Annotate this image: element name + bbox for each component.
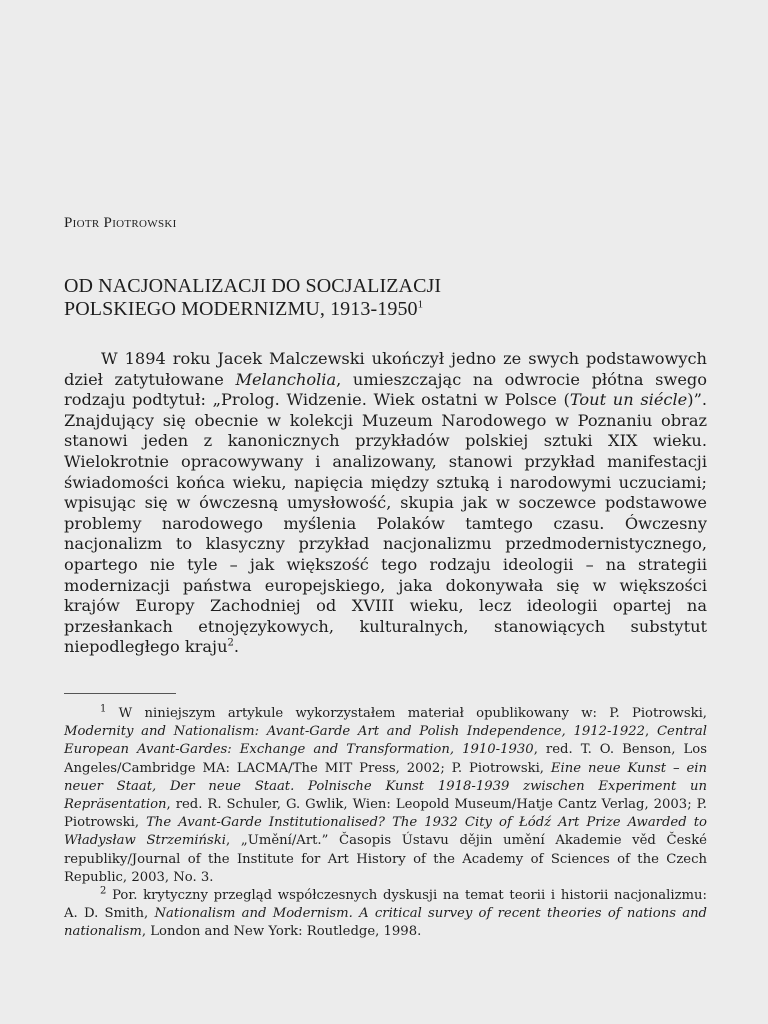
article-title [64,275,704,321]
body-italic-phrase: Tout un siécle [569,390,688,410]
footnote-number: 1 [100,703,107,715]
footnote-italic: Modernity and Nationalism: Avant-Garde Art and Polish Independence, 1912-1922 [64,724,646,740]
title-line-1: OD NACJONALIZACJI DO SOCJALIZACJI [64,275,442,297]
title-footnote-ref[interactable]: 1 [417,298,424,311]
body-paragraph [64,349,707,658]
footnotes [64,705,707,942]
body-text-end: . [233,637,240,657]
body-text-segment: , umieszczając na odwrocie płótna swego rodzaju podtytuł: „Prolog. Widzenie. Wiek ostatni w Polsce ( [64,369,708,410]
footnote-italic: Nationalism and Modernism. A critical survey of recent theories of nations and nationalism [64,906,708,940]
footnote-text: W niniejszym artykule wykorzystałem materiał opublikowany w: P. Piotrowski, [106,706,707,721]
body-text-segment: W 1894 roku Jacek Malczewski ukończył jedno ze swych podstawowych dzieł zatytułowane [64,349,707,389]
footnote-italic: Eine neue Kunst – ein neuer Staat, Der neue Staat. Polnische Kunst 1918-1939 zwischen Experiment un Repräsentation [64,760,707,813]
footnote-divider [64,693,176,694]
footnote-1 [64,705,707,887]
footnote-text: , [645,724,657,740]
body-italic-title: Melancholia [235,369,337,389]
author-name: Piotr Piotrowski [64,215,177,231]
footnote-text: , London and New York: Routledge, 1998. [141,924,422,940]
body-footnote-ref[interactable]: 2 [227,637,234,649]
footnote-text: , red. T. O. Benson, Los Angeles/Cambridge MA: LACMA/The MIT Press, 2002; P. Piotrowski, [64,742,707,776]
body-text [64,349,707,658]
footnote-italic: Central European Avant-Gardes: Exchange and Transformation, 1910-1930 [64,724,708,758]
footnote-number: 2 [100,885,107,897]
footnote-text: , „Umění/Art.” Časopis Ústavu dějin umění Akademie věd České republiky/Journal of the Institute for Art History of the Academy of Sciences of the Czech Republic, 2003, No. 3. [64,833,707,885]
footnote-text: , red. R. Schuler, G. Gwlik, Wien: Leopold Museum/Hatje Cantz Verlag, 2003; P. Piotrowski, [64,797,707,831]
footnote-2 [64,887,707,942]
title-line-2 [64,298,704,321]
body-text-segment: )”. Znajdujący się obecnie w kolekcji Muzeum Narodowego w Poznaniu obraz stanowi jeden z kanonicznych przykładów polskiej sztuki XIX wieku. Wielokrotnie opracowywany i analizowany, stanowi przykład manifestacji świadomości końca wieku, napięcia między sztuką i narodowymi uczuciami; wpisując się w ówczesną umysłowość, skupia jak w soczewce podstawowe problemy narodowego myślenia Polaków tamtego czasu. Ówczesny nacjonalizm to klasyczny przykład nacjonalizmu przedmodernistycznego, opartego nie tyle – jak większość tego rodzaju ideologii – na strategii modernizacji państwa europejskiego, jaka dokonywała się w większości krajów Europy Zachodniej od XVIII wieku, lecz ideologii opartej na przesłankach etnojęzykowych, kulturalnych, stanowiących substytut niepodległego kraju [64,390,707,657]
title-line-2-text: POLSKIEGO MODERNIZMU, 1913-1950 [64,298,418,320]
footnote-text: Por. krytyczny przegląd współczesnych dyskusji na temat teorii i historii nacjonalizmu: A. D. Smith, [64,888,707,922]
footnote-italic: The Avant-Garde Institutionalised? The 1932 City of Łódź Art Prize Awarded to Władysław Strzemiński [64,815,707,849]
